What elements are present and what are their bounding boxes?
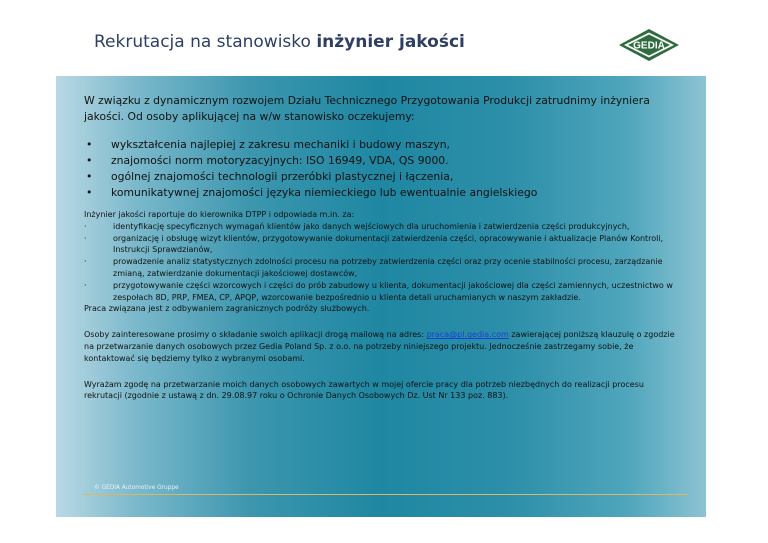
- bullet: ·: [84, 280, 87, 290]
- list-item: [84, 256, 684, 280]
- slide: [56, 14, 706, 517]
- gedia-logo: [618, 28, 680, 62]
- contact-text-after: zawierającej poniższą klauzulę o zgodzie na przetwarzanie danych osobowych przez Gedia Poland Sp. z o.o. na potrzeby niniejszego projektu. Jednocześnie zastrzegamy sobie, że kontaktować się będziemy tylko z wybranymi osobami.: [84, 330, 675, 363]
- bullet: •: [86, 154, 93, 167]
- contact-paragraph: [84, 329, 684, 364]
- requirement-text: znajomości norm motoryzacyjnych: ISO 16949, VDA, QS 9000.: [111, 154, 449, 167]
- requirement-text: ogólnej znajomości technologii przeróbki plastycznej i łączenia,: [111, 170, 454, 183]
- footer-divider: [84, 494, 688, 495]
- bullet: ·: [84, 221, 87, 231]
- content-area: [56, 76, 706, 517]
- responsibility-text: organizację i obsługę wizyt klientów, przygotowywanie dokumentacji zatwierdzenia części, opracowywanie i aktualizacje Planów Kontroli, Instrukcji Sprawdzianów,: [113, 233, 664, 255]
- title-bold: inżynier jakości: [316, 32, 465, 52]
- list-item: [84, 137, 684, 153]
- bullet: ·: [84, 257, 87, 267]
- intro-paragraph: W związku z dynamicznym rozwojem Działu Technicznego Przygotowania Produkcji zatrudnimy inżyniera jakości. Od osoby aplikującej na w/w stanowisko oczekujemy:: [84, 94, 650, 123]
- requirements-list: [84, 137, 684, 201]
- requirement-text: komunikatywnej znajomości języka niemieckiego lub ewentualnie angielskiego: [111, 186, 538, 199]
- list-item: [84, 280, 684, 304]
- list-item: [84, 185, 684, 201]
- consent-paragraph: Wyrażam zgodę na przetwarzanie moich danych osobowych zawartych w mojej ofercie pracy dla potrzeb niezbędnych do realizacji procesu rekrutacji (zgodnie z ustawą z dn. 29.08.97 roku o Ochronie Danych Osobowych Dz. Ust Nr 133 poz. 883).: [84, 379, 644, 401]
- contact-text: Osoby zainteresowane prosimy o składanie swoich aplikacji drogą mailową na adres:: [84, 330, 427, 340]
- slide-header: [56, 14, 706, 66]
- logo-text: GEDIA: [633, 40, 665, 52]
- responsibilities-list: [84, 221, 684, 304]
- bullet: •: [86, 138, 93, 151]
- travel-note: Praca związana jest z odbywaniem zagranicznych podróży służbowych.: [84, 304, 370, 314]
- requirement-text: wykształcenia najlepiej z zakresu mechaniki i budowy maszyn,: [111, 138, 450, 151]
- slide-title: [94, 32, 465, 52]
- bullet: ·: [84, 233, 87, 243]
- body-text: [84, 93, 684, 402]
- list-item: [84, 233, 684, 257]
- bullet: •: [86, 170, 93, 183]
- responsibilities-intro: Inżynier jakości raportuje do kierownika DTPP i odpowiada m.in. za:: [84, 210, 355, 219]
- responsibility-text: identyfikację specyficznych wymagań klientów jako danych wejściowych dla uruchomienia i zatwierdzenia części produkcyjnych,: [113, 221, 630, 231]
- list-item: [84, 169, 684, 185]
- list-item: [84, 153, 684, 169]
- copyright-text: © GEDIA Automotive Gruppe: [94, 485, 179, 491]
- responsibility-text: prowadzenie analiz statystycznych zdolności procesu na potrzeby zatwierdzenia części oraz przy ocenie stabilności procesu, zarządzanie zmianą, zatwierdzanie dokumentacji jakościowej dostawców,: [113, 257, 663, 278]
- responsibility-text: przygotowywanie części wzorcowych i części do prób zabudowy u klienta, dokumentacji jakościowej dla części zamiennych, uczestnictwo w zespołach 8D, PRP, FMEA, CP, APQP, wzorcowanie bezpośrednio u klienta detali uruchamianych w naszym zakładzie.: [113, 280, 673, 302]
- bullet: •: [86, 186, 93, 199]
- email-link[interactable]: praca@pl.gedia.com: [426, 330, 509, 340]
- list-item: [84, 221, 684, 233]
- title-prefix: Rekrutacja na stanowisko: [94, 32, 317, 52]
